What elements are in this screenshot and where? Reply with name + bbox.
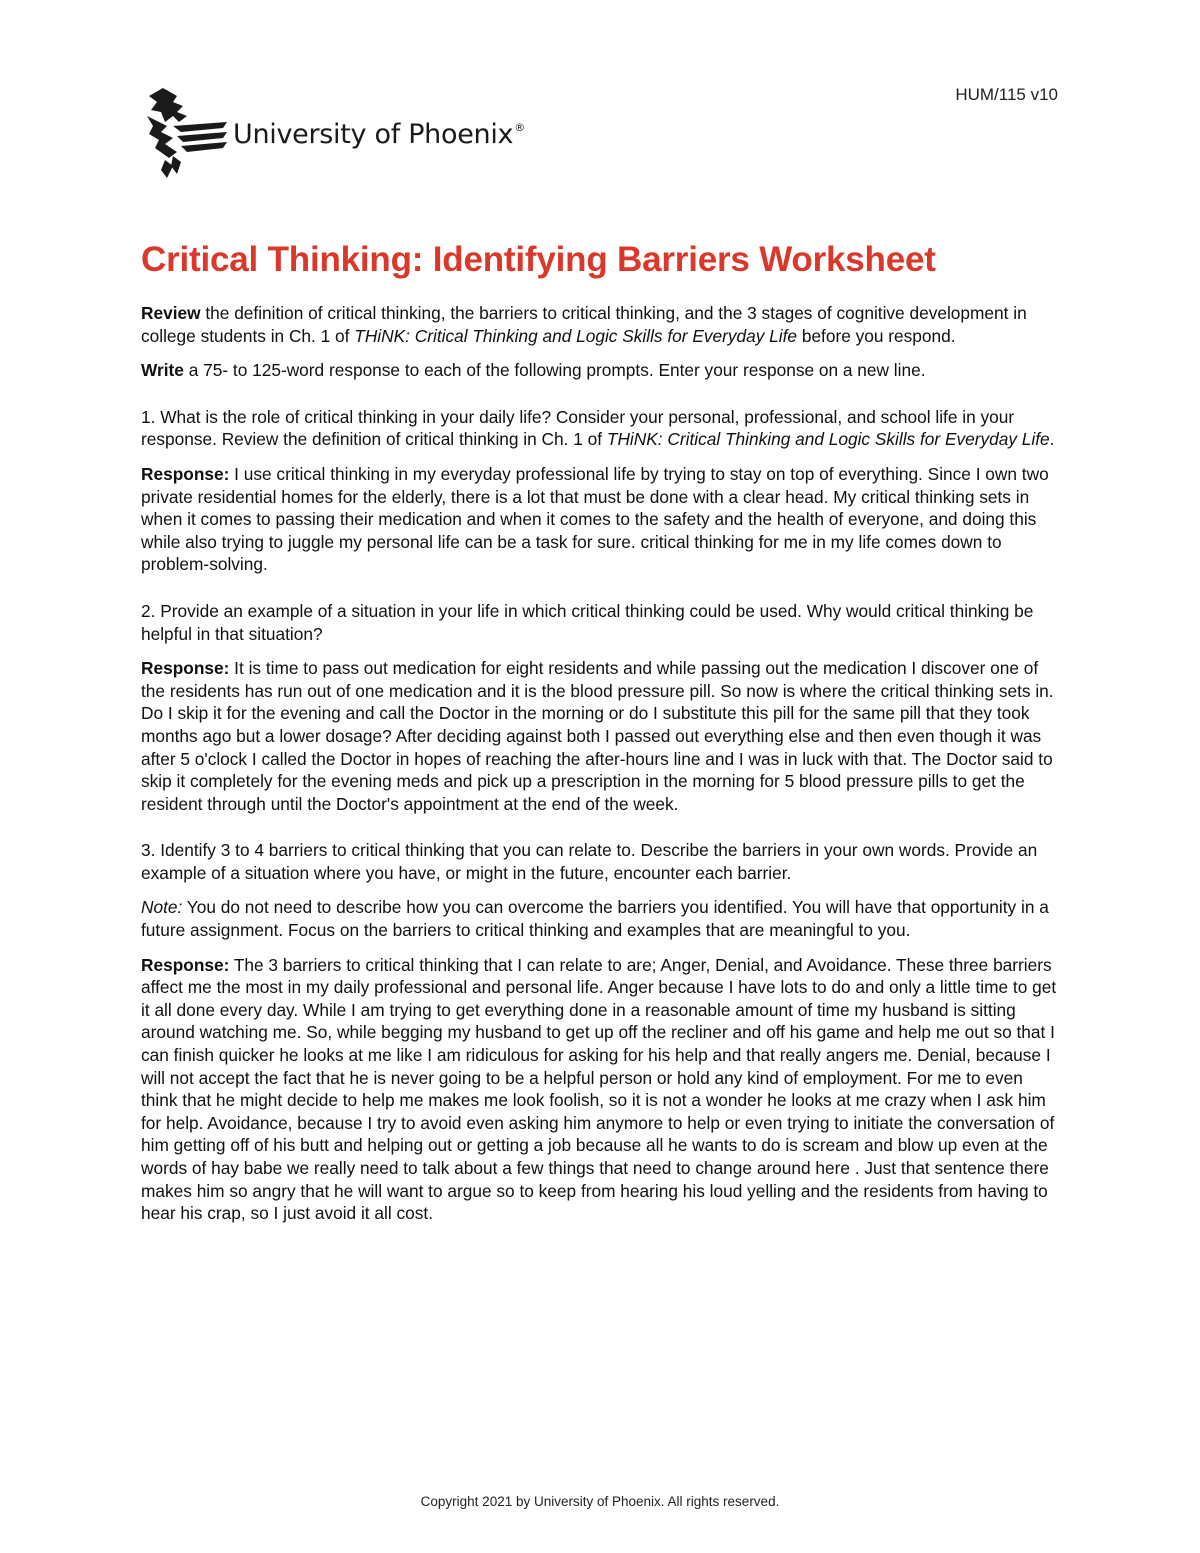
- question-1-response: Response: I use critical thinking in my everyday professional life by trying to stay on top of everything. Since I own two private residential homes for the elderly, there is a lot that must be done with a clear head. My critical thinking sets in when it comes to passing their medication and when it comes to the safety and the health of everyone, and doing this while also trying to juggle my personal life can be a task for sure. critical thinking for me in my life comes down to problem-solving.: [141, 463, 1049, 575]
- book-title: THiNK: Critical Thinking and Logic Skills for Everyday Life: [354, 325, 798, 346]
- page-title: Critical Thinking: Identifying Barriers Worksheet: [141, 240, 936, 279]
- registered-mark: ®: [514, 120, 525, 134]
- question-3-prompt: 3. Identify 3 to 4 barriers to critical thinking that you can relate to. Describe the barriers in your own words. Provide an example of a situation where you have, or might in the future, encounter each barrier.: [141, 840, 1038, 883]
- question-2-prompt: 2. Provide an example of a situation in your life in which critical thinking could be used. Why would critical thinking be helpful in that situation?: [141, 600, 1034, 644]
- intro-write: Write a 75- to 125-word response to each of the following prompts. Enter your response on a new line.: [141, 360, 926, 381]
- course-code: HUM/115 v10: [955, 85, 1058, 104]
- question-3-note: Note: You do not need to describe how you can overcome the barriers you identified. You will have that opportunity in a future assignment. Focus on the barriers to critical thinking and examples that are meaningful to you.: [141, 897, 1049, 941]
- phoenix-bird-icon: [143, 82, 227, 178]
- write-label: Write: [141, 360, 184, 381]
- response-label: Response:: [141, 658, 230, 679]
- intro-review: Review the definition of critical thinking, the barriers to critical thinking, and the 3 stages of cognitive development in college students in Ch. 1 of THiNK: Critical Thinking and Logic Skills for Everyday Life before you respond.: [141, 303, 1027, 346]
- note-label: Note:: [141, 897, 183, 918]
- worksheet-content: [141, 238, 1061, 1225]
- response-label: Response:: [141, 463, 230, 484]
- copyright-footer: Copyright 2021 by University of Phoenix. All rights reserved.: [420, 1494, 780, 1509]
- university-logo: [143, 82, 525, 178]
- question-3-response: Response: The 3 barriers to critical thinking that I can relate to are; Anger, Denial, and Avoidance. These three barriers affect me the most in my daily professional and personal life. Anger because I have lots to do and only a little time to get it all done every day. While I am trying to get everything done in a reasonable amount of time my husband is sitting around watching me. So, while begging my husband to get up off the recliner and off his game and help me out so that I can finish quicker he looks at me like I am ridiculous for asking for his help and that really angers me. Denial, because I will not accept the fact that he is never going to be a helpful person or hold any kind of employment. For me to even think that he might decide to help me makes me look foolish, so it is not a wonder he looks at me crazy when I ask him for help. Avoidance, because I try to avoid even asking him anymore to help or even trying to initiate the conversation of him getting off of his butt and helping out or getting a job because all he wants to do is scream and blow up even at the words of hay babe we really need to talk about a few things that need to change around here . Just that sentence there makes him so angry that he will want to argue so to keep from hearing his loud yelling and the residents from having to hear his crap, so I just avoid it all cost.: [141, 954, 1057, 1224]
- response-label: Response:: [141, 954, 230, 975]
- book-title: THiNK: Critical Thinking and Logic Skills for Everyday Life: [606, 429, 1050, 450]
- question-1-prompt: 1. What is the role of critical thinking in your daily life? Consider your personal, professional, and school life in your response. Review the definition of critical thinking in Ch. 1 of THiNK: Critical Thinking and Logic Skills for Everyday Life.: [141, 406, 1055, 450]
- question-2-response: Response: It is time to pass out medication for eight residents and while passing out the medication I discover one of the residents has run out of one medication and it is the blood pressure pill. So now is where the critical thinking sets in. Do I skip it for the evening and call the Doctor in the morning or do I substitute this pill for the same pill that they took months ago but a lower dosage? After deciding against both I passed out everything else and then even though it was after 5 o'clock I called the Doctor in hopes of reaching the after-hours line and I was in luck with that. The Doctor said to skip it completely for the evening meds and pick up a prescription in the morning for 5 blood pressure pills to get the resident through until the Doctor's appointment at the end of the week.: [141, 658, 1054, 814]
- logo-wordmark: University of Phoenix®: [233, 118, 525, 150]
- review-label: Review: [141, 303, 201, 323]
